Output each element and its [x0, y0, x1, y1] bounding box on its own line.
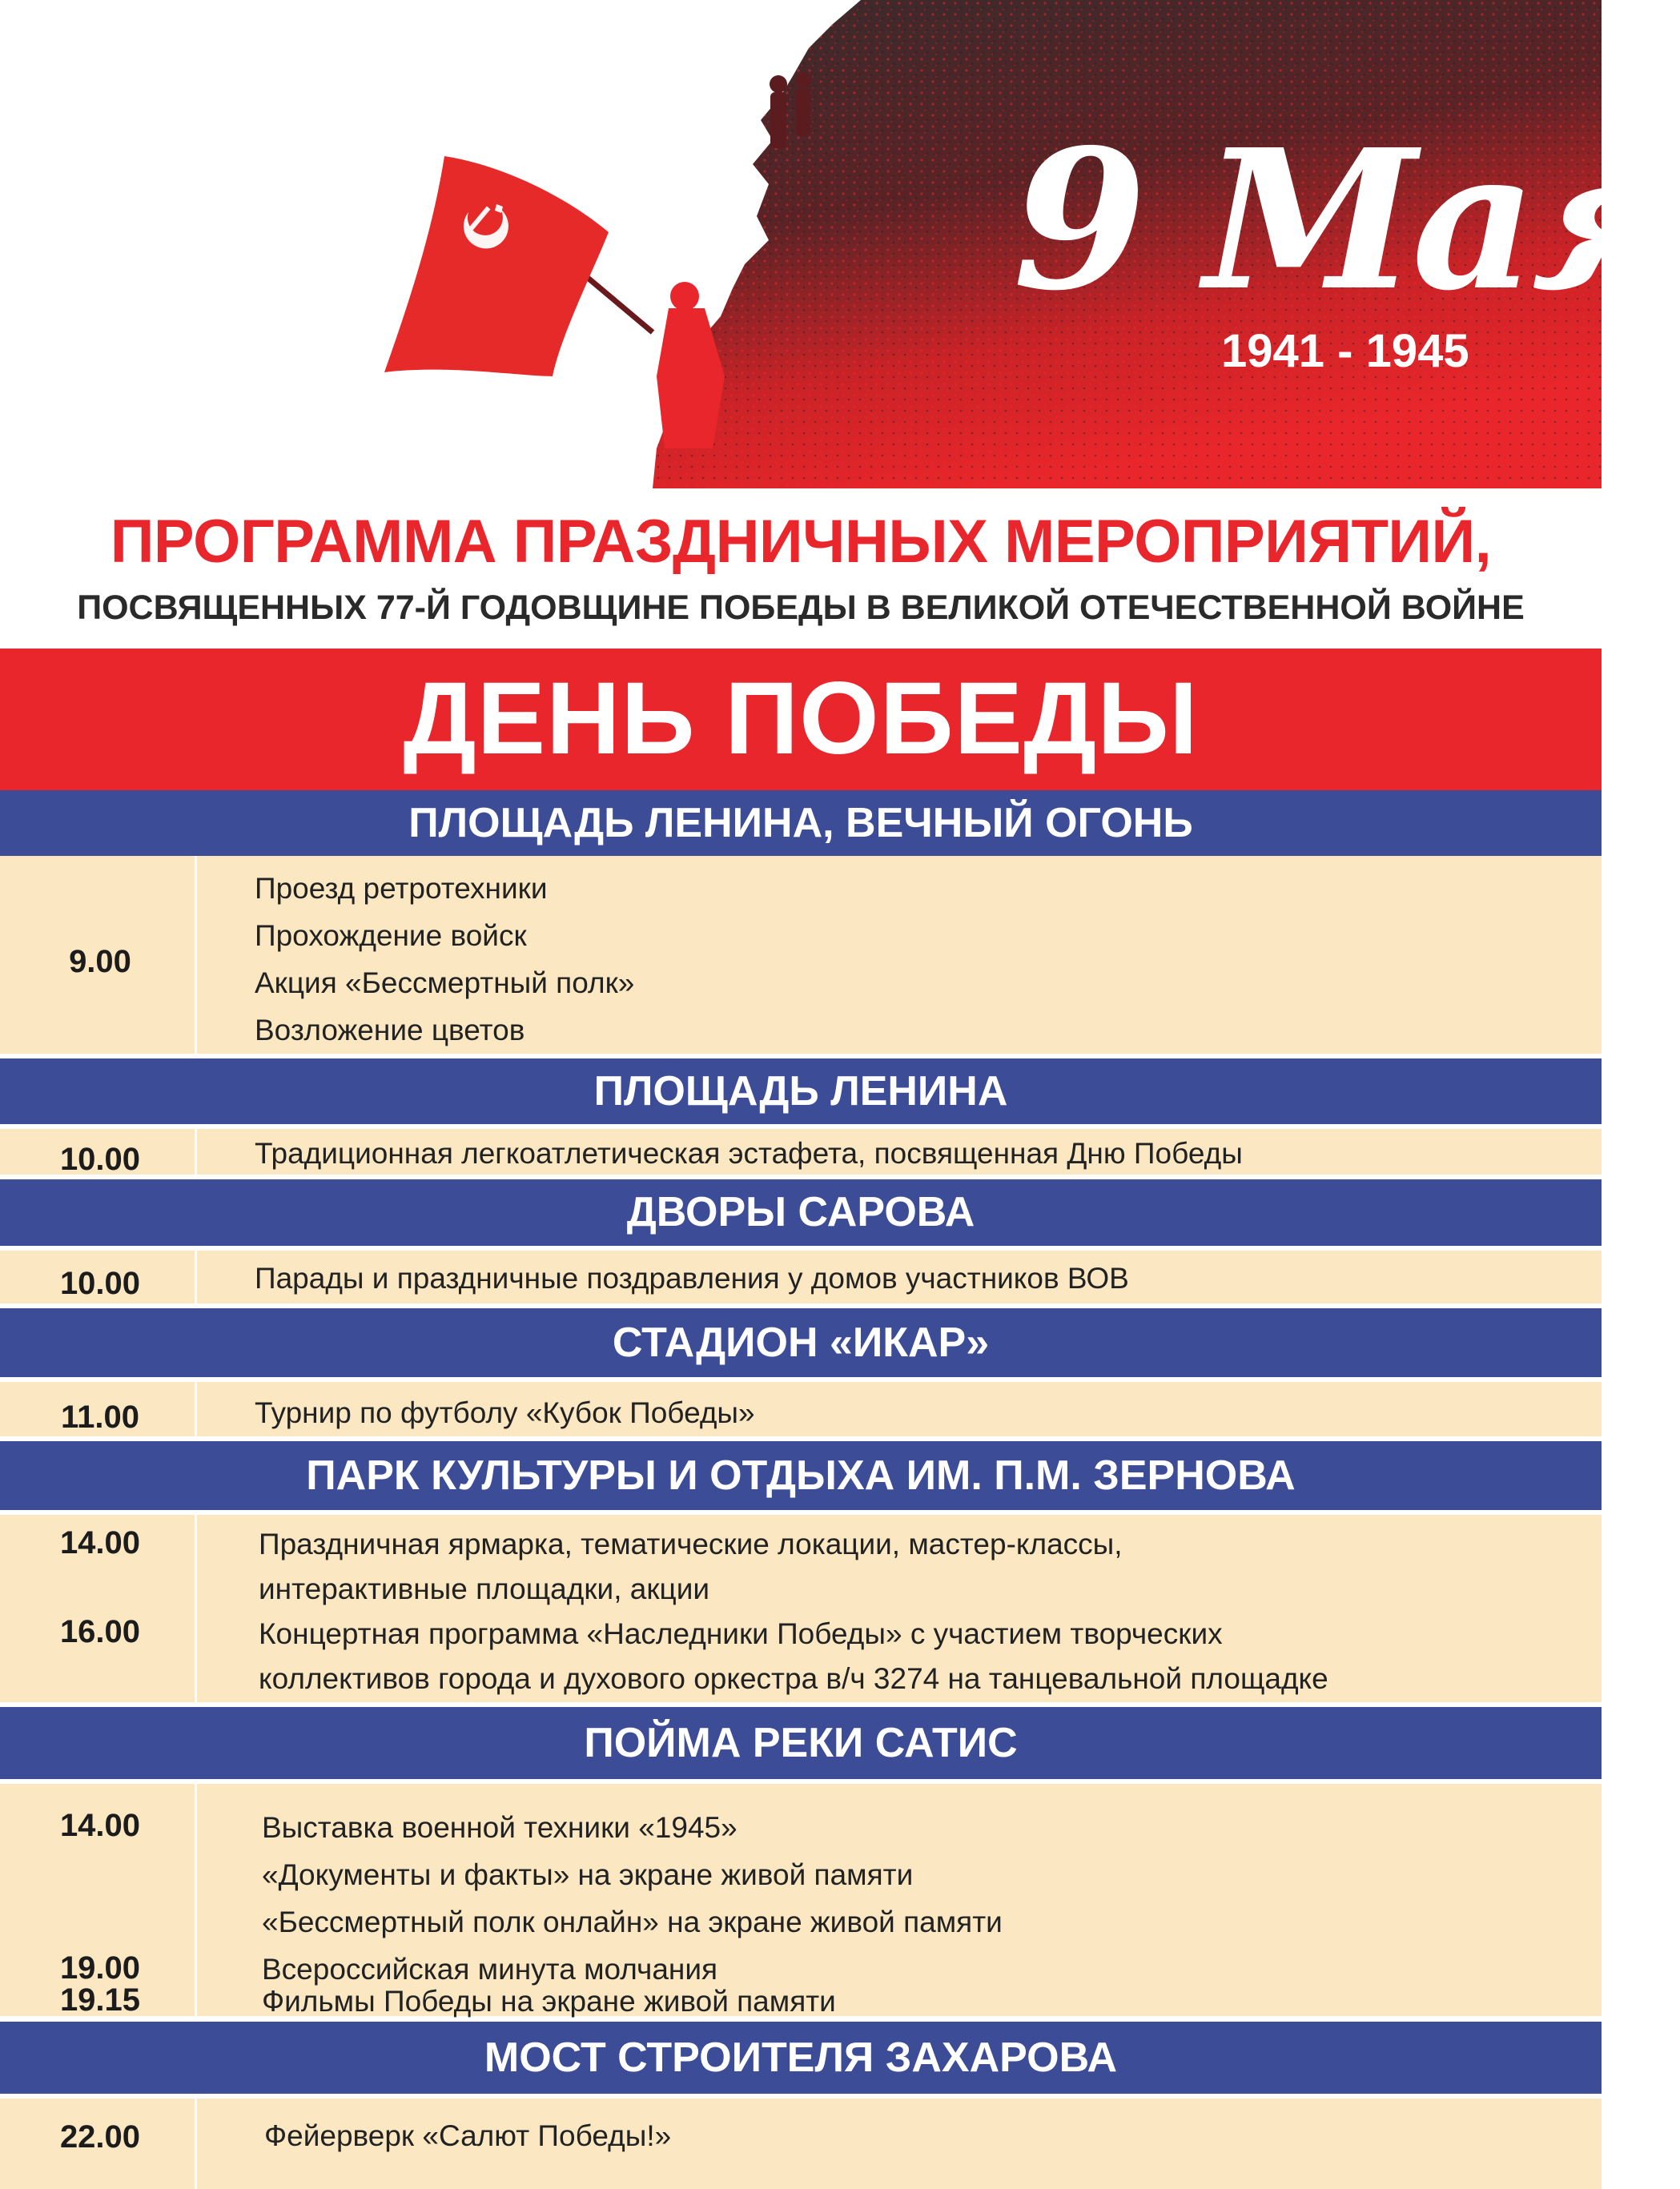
- section-body: [0, 1251, 1602, 1303]
- section-header: ПАРК КУЛЬТУРЫ И ОТДЫХА ИМ. П.М. ЗЕРНОВА: [0, 1441, 1602, 1510]
- event-time: 10.00: [59, 1142, 141, 1177]
- event-item: Прохождение войск: [255, 919, 527, 952]
- soviet-flag-icon: [384, 156, 653, 376]
- program-title: ПРОГРАММА ПРАЗДНИЧНЫХ МЕРОПРИЯТИЙ,: [110, 508, 1492, 576]
- event-item: Традиционная легкоатлетическая эстафета, посвященная Дню Победы: [255, 1137, 1243, 1170]
- event-time: 14.00: [59, 1525, 141, 1560]
- event-time: 19.15: [59, 1982, 141, 2018]
- section-body: [0, 1784, 1602, 2016]
- section-header: ПОЙМА РЕКИ САТИС: [0, 1707, 1602, 1779]
- column-divider: [195, 1515, 197, 1702]
- event-item: Концертная программа «Наследники Победы» с участием творческих: [259, 1617, 1223, 1650]
- event-item: Праздничная ярмарка, тематические локации, мастер-классы,: [259, 1528, 1123, 1560]
- victory-day-title: ДЕНЬ ПОБЕДЫ: [403, 661, 1199, 776]
- event-item: коллективов города и духового оркестра в/ч 3274 на танцевальной площадке: [259, 1662, 1328, 1695]
- event-item: Возложение цветов: [255, 1014, 525, 1046]
- event-item: интерактивные площадки, акции: [259, 1572, 710, 1605]
- event-item: «Документы и факты» на экране живой памяти: [262, 1858, 914, 1891]
- column-divider: [195, 2099, 197, 2189]
- hero-artwork: [0, 0, 1680, 488]
- column-divider: [195, 856, 197, 1054]
- event-time: 10.00: [59, 1266, 141, 1301]
- program-subtitle: ПОСВЯЩЕННЫХ 77-Й ГОДОВЩИНЕ ПОБЕДЫ В ВЕЛИКОЙ ОТЕЧЕСТВЕННОЙ ВОЙНЕ: [77, 588, 1525, 627]
- section-body: [0, 1129, 1602, 1175]
- date-script-title: 9 Мая: [1013, 107, 1680, 333]
- column-divider: [195, 1784, 197, 2016]
- column-divider: [195, 1251, 197, 1303]
- event-item: Всероссийская минута молчания: [262, 1953, 718, 1986]
- column-divider: [195, 1129, 197, 1175]
- event-item: Парады и праздничные поздравления у домов участников ВОВ: [255, 1262, 1129, 1295]
- event-item: Проезд ретротехники: [255, 872, 548, 905]
- war-years: 1941 - 1945: [1221, 325, 1469, 377]
- section-header: ПЛОЩАДЬ ЛЕНИНА: [0, 1058, 1602, 1124]
- section-header: СТАДИОН «ИКАР»: [0, 1308, 1602, 1377]
- column-divider: [195, 1382, 197, 1436]
- event-item: Выставка военной техники «1945»: [262, 1811, 738, 1844]
- event-time: 14.00: [59, 1808, 141, 1843]
- event-item: Фильмы Победы на экране живой памяти: [262, 1985, 836, 2018]
- section-header: ДВОРЫ САРОВА: [0, 1179, 1602, 1246]
- event-time: 22.00: [59, 2119, 141, 2155]
- event-item: Акция «Бессмертный полк»: [255, 966, 635, 999]
- section-body: [0, 1382, 1602, 1436]
- section-body: [0, 1515, 1602, 1702]
- section-header: ПЛОЩАДЬ ЛЕНИНА, ВЕЧНЫЙ ОГОНЬ: [0, 790, 1602, 856]
- section-body: [0, 2099, 1602, 2189]
- event-time: 11.00: [61, 1400, 139, 1435]
- event-time: 19.00: [59, 1950, 141, 1986]
- flag-bearer-silhouette: [657, 282, 725, 448]
- section-header: МОСТ СТРОИТЕЛЯ ЗАХАРОВА: [0, 2022, 1602, 2094]
- event-item: «Бессмертный полк онлайн» на экране живой памяти: [262, 1906, 1003, 1938]
- event-item: Турнир по футболу «Кубок Победы»: [255, 1396, 755, 1429]
- event-item: Фейерверк «Салют Победы!»: [264, 2119, 672, 2152]
- event-time: 16.00: [59, 1614, 141, 1649]
- section-body: [0, 856, 1602, 1054]
- event-time: 9.00: [69, 944, 131, 979]
